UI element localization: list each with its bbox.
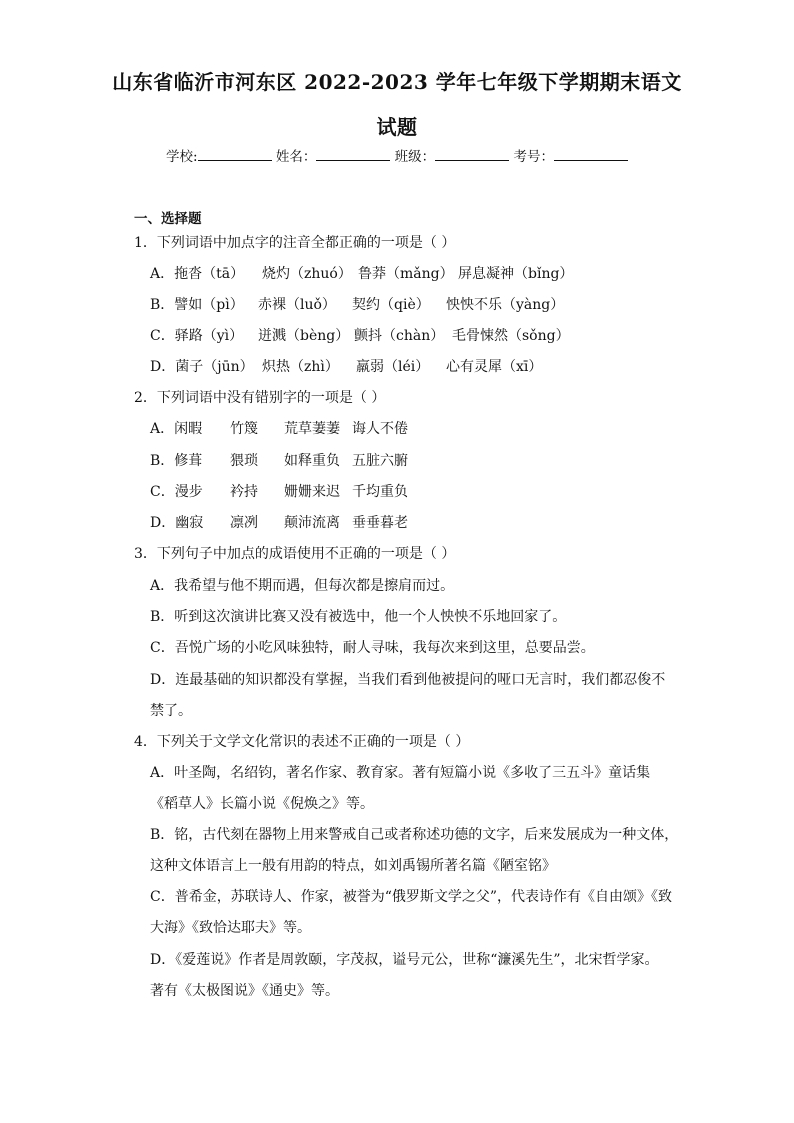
- option-part: 千均重负: [352, 484, 408, 500]
- option-line: 这种文体语言上一般有用韵的特点，如刘禹锡所著名篇《陋室铭》: [150, 858, 556, 874]
- option-part: 怏怏不乐（yàng）: [446, 297, 565, 313]
- option-part: 迸溅（bèng）: [258, 328, 350, 344]
- option-part: D．菌子（jūn）: [150, 359, 254, 375]
- school-label: 学校:: [166, 149, 198, 165]
- option-part: D．幽寂: [150, 515, 204, 531]
- option-part: A．拖沓（tā）: [150, 266, 245, 282]
- option-part: B．譬如（pì）: [150, 297, 244, 313]
- question-stem: 1．下列词语中加点字的注音全都正确的一项是（ ）: [134, 235, 456, 251]
- option-part: 竹篾: [230, 421, 258, 437]
- option-part: 颤抖（chàn）: [354, 328, 445, 344]
- question-stem: 3．下列句子中加点的成语使用不正确的一项是（ ）: [134, 546, 456, 562]
- option-part: 五脏六腑: [352, 453, 408, 469]
- section-heading: 一、选择题: [134, 211, 202, 227]
- option-line: D．连最基础的知识都没有掌握，当我们看到他被提问的哑口无言时，我们都忍俊不: [150, 672, 666, 688]
- option-part: B．修葺: [150, 453, 203, 469]
- page-title: 山东省临沂市河东区 2022-2023 学年七年级下学期期末语文: [112, 70, 682, 94]
- option-line: D．《爱莲说》作者是周敦颐，字茂叔，谥号元公，世称“濂溪先生”，北宋哲学家。: [150, 952, 659, 968]
- option-line: C．普希金，苏联诗人、作家，被誉为“俄罗斯文学之父”，代表诗作有《自由颂》《致: [150, 889, 673, 905]
- question-stem: 4．下列关于文学文化常识的表述不正确的一项是（ ）: [134, 734, 470, 750]
- option-line: A．叶圣陶，名绍钧，著名作家、教育家。著有短篇小说《多收了三五斗》童话集: [150, 765, 651, 781]
- option-line: B．听到这次演讲比赛又没有被选中，他一个人怏怏不乐地回家了。: [150, 609, 567, 625]
- option-part: 姗姗来迟: [284, 484, 340, 500]
- option-line: 大海》《致恰达耶夫》等。: [150, 920, 311, 936]
- page-title-continued: 试题: [376, 115, 418, 139]
- name-label: 姓名：: [275, 149, 317, 165]
- option-part: 烧灼（zhuó）: [262, 266, 352, 282]
- option-part: 诲人不倦: [352, 421, 408, 437]
- option-part: 羸弱（léi）: [356, 359, 430, 375]
- option-part: 猥琐: [230, 453, 258, 469]
- option-part: 赤裸（luǒ）: [258, 297, 336, 313]
- option-part: 荒草萋萋: [284, 421, 340, 437]
- school-blank: [198, 148, 272, 161]
- class-label: 班级：: [394, 149, 436, 165]
- option-part: 颠沛流离: [284, 515, 340, 531]
- option-line: B．铭，古代刻在器物上用来警戒自己或者称述功德的文字，后来发展成为一种文体，: [150, 827, 679, 843]
- question-stem: 2．下列词语中没有错别字的一项是（ ）: [134, 390, 386, 406]
- option-line: C．吾悦广场的小吃风味独特，耐人寻味，我每次来到这里，总要品尝。: [150, 640, 595, 656]
- option-line: 禁了。: [150, 703, 192, 719]
- option-part: 衿持: [230, 484, 258, 500]
- option-line: A．我希望与他不期而遇，但每次都是擦肩而过。: [150, 578, 455, 594]
- name-blank: [316, 148, 390, 161]
- option-line: 著有《太极图说》《通史》等。: [150, 983, 339, 999]
- option-part: 凛冽: [230, 515, 258, 531]
- option-part: A．闲暇: [150, 421, 203, 437]
- option-part: 炽热（zhì）: [262, 359, 339, 375]
- option-part: 如释重负: [284, 453, 340, 469]
- option-part: 毛骨悚然（sǒng）: [452, 328, 570, 344]
- option-part: C．漫步: [150, 484, 203, 500]
- exam-number-label: 考号：: [513, 149, 554, 165]
- option-part: 屏息凝神（bǐng）: [458, 266, 574, 282]
- option-line: 《稻草人》长篇小说《倪焕之》等。: [150, 796, 374, 812]
- option-part: 心有灵犀（xī）: [446, 359, 543, 375]
- option-part: 鲁莽（mǎng）: [358, 266, 454, 282]
- exam-number-blank: [554, 148, 628, 161]
- student-info-row: [0, 145, 794, 165]
- option-part: 契约（qiè）: [352, 297, 430, 313]
- class-blank: [435, 148, 509, 161]
- option-part: 垂垂暮老: [352, 515, 408, 531]
- option-part: C．驿路（yì）: [150, 328, 244, 344]
